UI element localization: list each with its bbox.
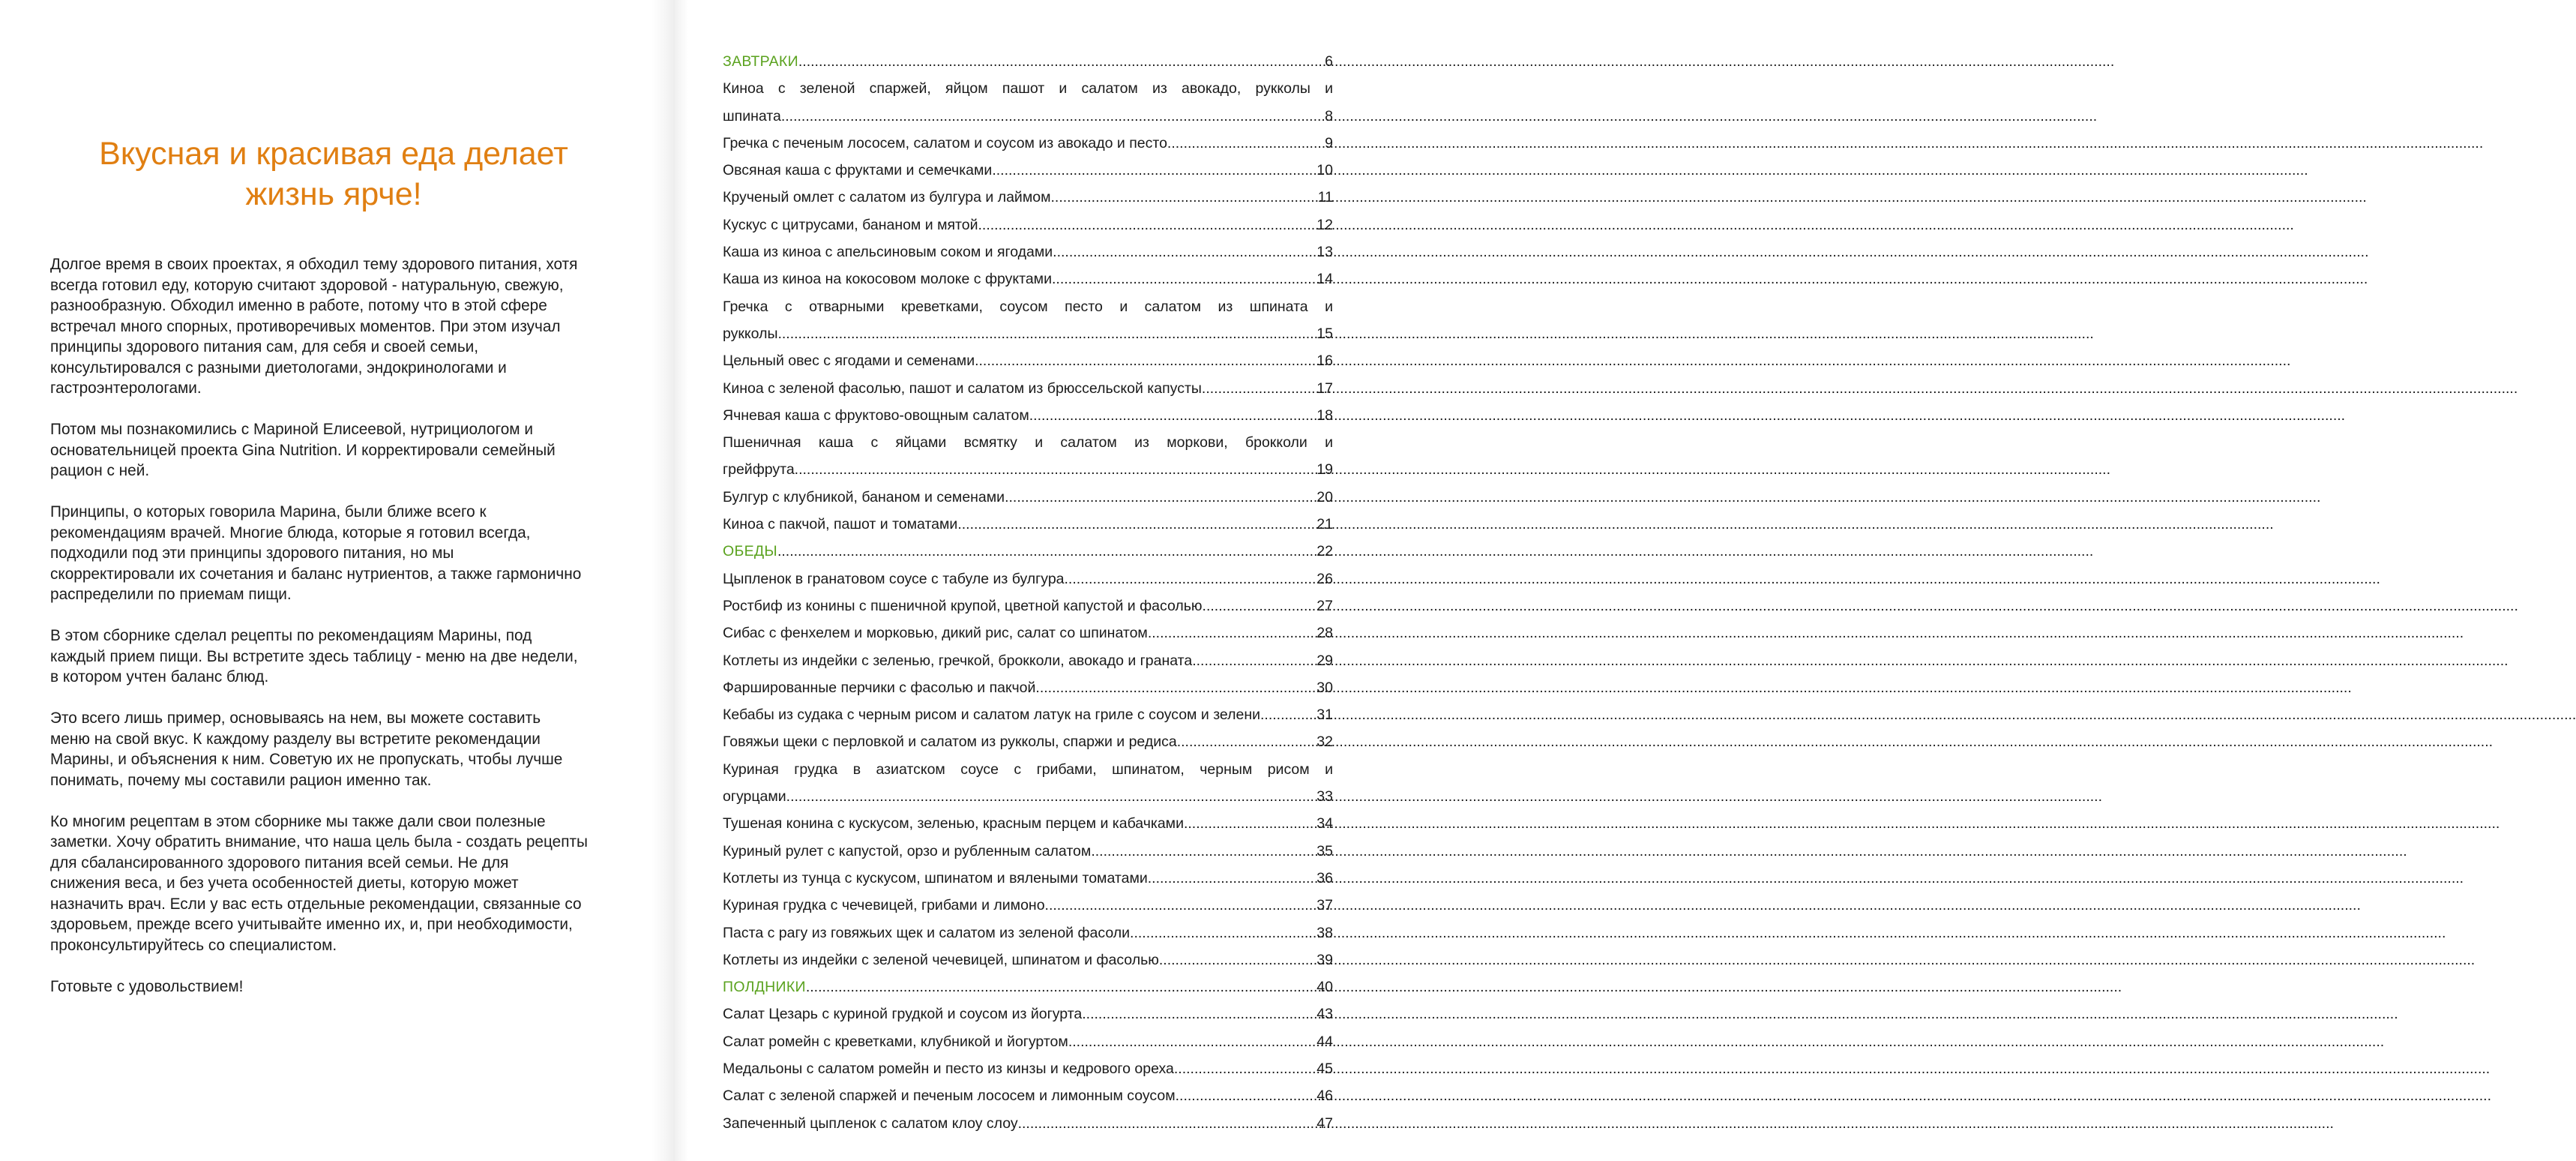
toc-section-heading[interactable]	[723, 974, 1333, 1000]
toc-page-number: 32	[1316, 734, 1333, 751]
toc-entry[interactable]	[723, 566, 1333, 592]
toc-dot-leader	[1053, 238, 1316, 266]
toc-dot-leader	[1260, 701, 1316, 728]
toc-entry-title: Гречка с печеным лососем, салатом и соусом из авокадо и песто	[723, 134, 1167, 152]
toc-entry[interactable]	[723, 75, 1333, 102]
toc-page-number: 12	[1316, 216, 1333, 233]
toc-dot-leader	[1192, 647, 1316, 674]
toc-entry-title: Киноа с зеленой фасолью, пашот и салатом из брюссельской капусты	[723, 380, 1202, 397]
toc-entry-title: Ростбиф из конины с пшеничной крупой, цветной капустой и фасолью	[723, 597, 1203, 614]
toc-dot-leader	[1203, 592, 1317, 620]
toc-page-number: 10	[1316, 162, 1333, 179]
toc-entry-title: Фаршированные перчики с фасолью и пакчой	[723, 679, 1036, 696]
toc-entry[interactable]	[723, 674, 1333, 701]
toc-page-number: 35	[1316, 842, 1333, 860]
toc-entry-title: Пшеничная каша с яйцами всмятку и салатом из моркови, брокколи и	[723, 434, 1333, 452]
closing-line: Готовьте с удовольствием!	[50, 977, 244, 995]
intro-text	[50, 254, 628, 1018]
toc-page-number: 37	[1316, 897, 1333, 914]
toc-page-number: 34	[1316, 815, 1333, 832]
intro-paragraph: Принципы, о которых говорила Марина, были ближе всего к рекомендациям врачей. Многие блюда, которые я готовил всегда, подходили под эти принципы здорового питания, но мы скорректировали их сочетания и баланс нутриентов, а также гармонично распределили по приемам пищи.	[50, 503, 582, 603]
toc-dot-leader	[1176, 1082, 1317, 1109]
toc-entry-title: Киноа с зеленой спаржей, яйцом пашот и салатом из авокадо, рукколы и	[723, 80, 1333, 98]
table-of-contents	[723, 48, 1333, 1137]
toc-entry[interactable]	[723, 838, 1333, 865]
toc-entry[interactable]	[723, 511, 1333, 538]
toc-dot-leader	[1159, 946, 1316, 974]
toc-dot-leader	[795, 456, 1317, 483]
toc-entry[interactable]	[723, 375, 1333, 402]
toc-page-number: 46	[1316, 1088, 1333, 1105]
toc-section-label: ПОЛДНИКИ	[723, 979, 806, 996]
toc-dot-leader	[975, 347, 1316, 374]
toc-entry[interactable]	[723, 484, 1333, 511]
toc-entry-title: Куриный рулет с капустой, орзо и рубленным салатом	[723, 842, 1092, 860]
toc-entry[interactable]	[723, 920, 1333, 946]
toc-page-number: 31	[1316, 706, 1333, 724]
toc-dot-leader	[806, 974, 1316, 1000]
toc-dot-leader	[1184, 810, 1316, 837]
toc-dot-leader	[1148, 620, 1316, 646]
toc-page-number: 22	[1316, 543, 1333, 560]
toc-dot-leader	[1202, 375, 1316, 402]
toc-dot-leader	[1082, 1000, 1316, 1028]
toc-page-number: 33	[1316, 788, 1333, 806]
toc-entry-title: рукколы	[723, 325, 778, 342]
toc-page-number: 44	[1316, 1033, 1333, 1050]
toc-entry-title: грейфрута	[723, 461, 795, 478]
toc-entry-title: Котлеты из тунца с кускусом, шпинатом и вялеными томатами	[723, 869, 1148, 886]
toc-entry[interactable]	[723, 1110, 1333, 1137]
toc-page-number: 28	[1316, 625, 1333, 642]
toc-section-label: ЗАВТРАКИ	[723, 53, 798, 70]
toc-entry[interactable]	[723, 238, 1333, 266]
toc-entry[interactable]	[723, 865, 1333, 892]
toc-page-number: 11	[1317, 189, 1333, 206]
gutter-shadow-right	[675, 0, 688, 1161]
toc-page-number: 6	[1325, 53, 1333, 70]
toc-page-number: 14	[1316, 271, 1333, 288]
toc-dot-leader	[1045, 892, 1317, 919]
intro-paragraph: Ко многим рецептам в этом сборнике мы также дали свои полезные заметки. Хочу обратить внимание, что наша цель была - создать рецепты для сбалансированного здорового питания всей семьи. Не для снижения веса, и без учета особенностей диеты, которую может назначить врач. Если у вас есть отдельные рекомендации, связанные со здоровьем, прежде всего учитывайте именно их, и, при необходимости, проконсультируйтесь со специалистом.	[50, 812, 588, 954]
left-page	[0, 0, 675, 1161]
toc-entry[interactable]	[723, 212, 1333, 238]
toc-page-number: 18	[1316, 406, 1333, 424]
toc-dot-leader	[777, 320, 1316, 347]
toc-entry-title: Булгур с клубникой, бананом и семенами	[723, 488, 1005, 506]
toc-entry-title: Каша из киноа с апельсиновым соком и ягодами	[723, 244, 1053, 261]
toc-page-number: 39	[1316, 951, 1333, 968]
toc-entry[interactable]	[723, 1055, 1333, 1082]
page-title-line-1: Вкусная и красивая еда делает	[99, 136, 568, 172]
toc-entry-title: Кебабы из судака с черным рисом и салатом латук на гриле с соусом и зелени	[723, 706, 1260, 724]
toc-entry[interactable]	[723, 293, 1333, 320]
toc-entry-title: Гречка с отварными креветками, соусом песто и салатом из шпината и	[723, 298, 1333, 315]
toc-entry[interactable]	[723, 592, 1333, 620]
toc-entry-title: Котлеты из индейки с зеленой чечевицей, шпинатом и фасолью	[723, 951, 1159, 968]
gutter-shadow	[651, 0, 675, 1161]
toc-entry-title: Салат Цезарь с куриной грудкой и соусом из йогурта	[723, 1006, 1083, 1023]
toc-entry[interactable]	[723, 266, 1333, 292]
toc-entry[interactable]	[723, 701, 1333, 728]
toc-entry-title: Запеченный цыпленок с салатом клоу слоу	[723, 1114, 1018, 1132]
toc-entry-title: Салат ромейн с креветками, клубникой и йогуртом	[723, 1033, 1068, 1050]
toc-entry[interactable]	[723, 130, 1333, 157]
toc-page-number: 27	[1316, 597, 1333, 614]
toc-dot-leader	[1050, 184, 1317, 211]
toc-page-number: 21	[1316, 516, 1333, 533]
toc-entry[interactable]	[723, 1082, 1333, 1109]
toc-entry[interactable]	[723, 103, 1333, 130]
toc-entry[interactable]	[723, 892, 1333, 919]
toc-entry[interactable]	[723, 1028, 1333, 1055]
toc-page-number: 9	[1325, 134, 1333, 152]
toc-dot-leader	[1068, 1028, 1316, 1055]
toc-dot-leader	[798, 48, 1325, 75]
toc-section-heading[interactable]	[723, 538, 1333, 565]
toc-entry-title: Ячневая каша с фруктово-овощным салатом	[723, 406, 1029, 424]
toc-entry-title: Киноа с пакчой, пашот и томатами	[723, 516, 958, 533]
toc-entry[interactable]	[723, 620, 1333, 646]
toc-dot-leader	[1167, 130, 1325, 157]
toc-page-number: 30	[1316, 679, 1333, 696]
intro-paragraph: В этом сборнике сделал рецепты по рекомендациям Марины, под каждый прием пищи. Вы встретите здесь таблицу - меню на две недели, в котором учтен баланс блюд.	[50, 627, 578, 686]
toc-page-number: 47	[1316, 1114, 1333, 1132]
toc-dot-leader	[992, 157, 1316, 184]
toc-dot-leader	[1148, 865, 1317, 892]
toc-page-number: 20	[1316, 488, 1333, 506]
toc-dot-leader	[1177, 728, 1317, 755]
toc-entry-title: шпината	[723, 107, 781, 124]
toc-page-number: 8	[1325, 107, 1333, 124]
toc-dot-leader	[1065, 566, 1317, 592]
toc-dot-leader	[781, 103, 1325, 130]
toc-entry-title: Паста с рагу из говяжьих щек и салатом из зеленой фасоли	[723, 924, 1131, 941]
toc-entry[interactable]	[723, 429, 1333, 456]
toc-page-number: 43	[1316, 1006, 1333, 1023]
toc-entry[interactable]	[723, 946, 1333, 974]
toc-section-label: ОБЕДЫ	[723, 543, 777, 560]
toc-entry[interactable]	[723, 157, 1333, 184]
toc-entry[interactable]	[723, 1000, 1333, 1028]
toc-page-number: 29	[1316, 652, 1333, 669]
toc-dot-leader	[1005, 484, 1316, 511]
toc-entry-title: Медальоны с салатом ромейн и песто из кинзы и кедрового ореха	[723, 1060, 1174, 1077]
toc-entry[interactable]	[723, 456, 1333, 483]
intro-paragraph: Это всего лишь пример, основываясь на нем, вы можете составить меню на свой вкус. К каждому разделу вы встретите рекомендации Марины, и объяснения к ним. Советую их не пропускать, чтобы лучше понимать, почему мы составили рацион именно так.	[50, 710, 563, 789]
toc-page-number: 38	[1316, 924, 1333, 941]
toc-entry-title: Крученый омлет с салатом из булгура и лаймом	[723, 189, 1051, 206]
toc-entry-title: Овсяная каша с фруктами и семечками	[723, 162, 993, 179]
toc-entry[interactable]	[723, 756, 1333, 783]
toc-dot-leader	[786, 783, 1317, 810]
toc-page-number: 26	[1316, 570, 1333, 587]
toc-entry-title: Куриная грудка в азиатском соусе с грибами, шпинатом, черным рисом и	[723, 760, 1333, 778]
toc-entry-title: Тушеная конина с кускусом, зеленью, красным перцем и кабачками	[723, 815, 1184, 832]
toc-entry[interactable]	[723, 184, 1333, 211]
toc-entry[interactable]	[723, 647, 1333, 674]
toc-page-number: 17	[1316, 380, 1333, 397]
toc-entry[interactable]	[723, 320, 1333, 347]
toc-entry[interactable]	[723, 728, 1333, 755]
toc-section-heading[interactable]	[723, 48, 1333, 75]
toc-dot-leader	[1052, 266, 1316, 292]
toc-page-number: 13	[1316, 244, 1333, 261]
intro-paragraph: Долгое время в своих проектах, я обходил тему здорового питания, хотя всегда готовил еду, которую считают здоровой - натуральную, свежую, разнообразную. Обходил именно в работе, потому что в этой сфере встречал много спорных, противоречивых моментов. При этом изучал принципы здорового питания сам, для себя и своей семьи, консультировался с разными диетологами, эндокринологами и гастроэнтерологами.	[50, 256, 578, 397]
toc-page-number: 19	[1316, 461, 1333, 478]
toc-entry-title: Салат с зеленой спаржей и печеным лососем и лимонным соусом	[723, 1088, 1176, 1105]
toc-entry-title: Котлеты из индейки с зеленью, гречкой, брокколи, авокадо и граната	[723, 652, 1193, 669]
toc-entry-title: Кускус с цитрусами, бананом и мятой	[723, 216, 978, 233]
toc-entry-title: Говяжьи щеки с перловкой и салатом из рукколы, спаржи и редиса	[723, 734, 1177, 751]
toc-page-number: 36	[1316, 869, 1333, 886]
toc-dot-leader	[1174, 1055, 1316, 1082]
toc-entry[interactable]	[723, 347, 1333, 374]
toc-page-number: 40	[1316, 979, 1333, 996]
toc-page-number: 16	[1316, 352, 1333, 370]
toc-entry[interactable]	[723, 402, 1333, 429]
toc-entry-title: огурцами	[723, 788, 786, 806]
toc-entry-title: Каша из киноа на кокосовом молоке с фруктами	[723, 271, 1052, 288]
intro-paragraph: Потом мы познакомились с Мариной Елисеевой, нутрициологом и основательницей проекта Gina Nutrition. И корректировали семейный рацион с ней.	[50, 421, 556, 479]
toc-dot-leader	[978, 212, 1316, 238]
toc-entry-title: Цельный овес с ягодами и семенами	[723, 352, 975, 370]
toc-entry-title: Цыпленок в гранатовом соусе с табуле из булгура	[723, 570, 1065, 587]
toc-entry[interactable]	[723, 783, 1333, 810]
toc-entry-title: Куриная грудка с чечевицей, грибами и лимоно	[723, 897, 1045, 914]
toc-dot-leader	[777, 538, 1316, 565]
toc-entry[interactable]	[723, 810, 1333, 837]
toc-dot-leader	[1029, 402, 1317, 429]
page-title	[45, 134, 622, 214]
page-title-line-2: жизнь ярче!	[245, 176, 422, 212]
toc-page-number: 15	[1316, 325, 1333, 342]
toc-page-number: 45	[1316, 1060, 1333, 1077]
toc-dot-leader	[1035, 674, 1316, 701]
toc-dot-leader	[1018, 1110, 1317, 1137]
toc-dot-leader	[1091, 838, 1316, 865]
toc-dot-leader	[957, 511, 1316, 538]
toc-entry-title: Сибас с фенхелем и морковью, дикий рис, салат со шпинатом	[723, 625, 1148, 642]
toc-dot-leader	[1130, 920, 1316, 946]
